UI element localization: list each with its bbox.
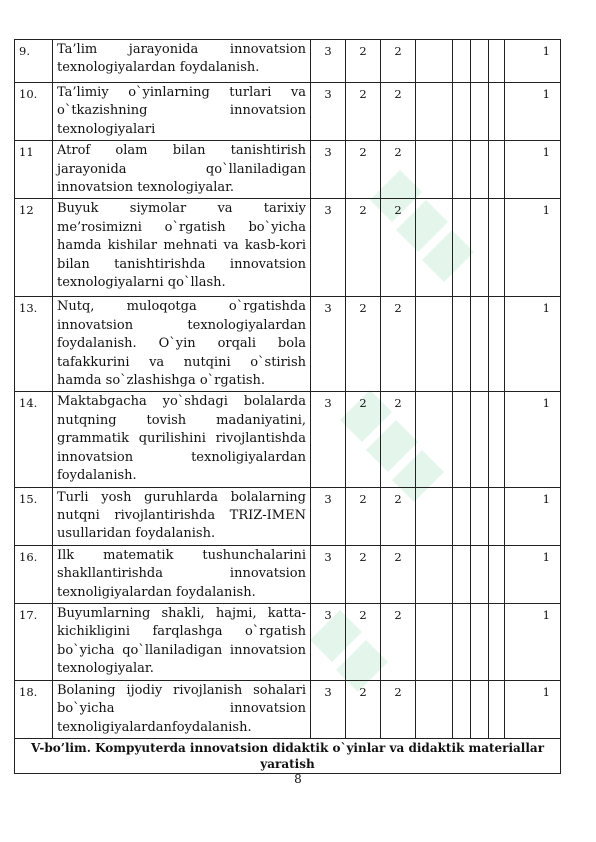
row-value-2: 2: [346, 83, 381, 141]
row-value-1: 3: [311, 392, 346, 487]
row-value-8: 1: [505, 83, 561, 141]
row-value-1: 3: [311, 141, 346, 199]
row-value-6: [471, 83, 489, 141]
row-value-8: 1: [505, 199, 561, 297]
row-value-8: 1: [505, 545, 561, 603]
row-value-5: [453, 603, 471, 680]
row-value-2: 2: [346, 603, 381, 680]
table-row: [15, 392, 561, 487]
row-value-3: 2: [381, 83, 416, 141]
row-number: 17.: [15, 603, 53, 680]
curriculum-table: [14, 39, 561, 774]
row-value-3: 2: [381, 487, 416, 545]
row-number: 15.: [15, 487, 53, 545]
row-value-3: 2: [381, 603, 416, 680]
row-value-2: 2: [346, 141, 381, 199]
row-topic: Bolaning ijodiy rivojlanish sohalari bo`yicha innovatsion texnoligiyalardanfoydalanish.: [53, 680, 311, 738]
row-value-5: [453, 40, 471, 83]
row-value-4: [416, 199, 453, 297]
table-row: [15, 603, 561, 680]
row-number: 9.: [15, 40, 53, 83]
row-topic: Ta’limiy o`yinlarning turlari va o`tkazishning innovatsion texnologiyalari: [53, 83, 311, 141]
row-value-6: [471, 487, 489, 545]
row-value-5: [453, 680, 471, 738]
row-value-3: 2: [381, 141, 416, 199]
row-value-4: [416, 545, 453, 603]
row-value-3: 2: [381, 297, 416, 392]
section-row: [15, 739, 561, 774]
table-row: [15, 297, 561, 392]
row-value-6: [471, 40, 489, 83]
row-value-4: [416, 392, 453, 487]
row-value-4: [416, 83, 453, 141]
table-row: [15, 141, 561, 199]
row-value-1: 3: [311, 199, 346, 297]
row-value-7: [489, 680, 505, 738]
row-value-3: 2: [381, 680, 416, 738]
row-value-6: [471, 392, 489, 487]
row-value-6: [471, 199, 489, 297]
row-value-8: 1: [505, 297, 561, 392]
table-row: [15, 40, 561, 83]
row-value-6: [471, 680, 489, 738]
row-value-7: [489, 199, 505, 297]
row-number: 13.: [15, 297, 53, 392]
row-value-5: [453, 487, 471, 545]
row-value-7: [489, 297, 505, 392]
row-value-7: [489, 603, 505, 680]
row-number: 16.: [15, 545, 53, 603]
row-value-7: [489, 40, 505, 83]
row-value-2: 2: [346, 199, 381, 297]
row-value-8: 1: [505, 141, 561, 199]
row-value-8: 1: [505, 392, 561, 487]
row-value-2: 2: [346, 487, 381, 545]
row-value-4: [416, 40, 453, 83]
table-row: [15, 199, 561, 297]
row-value-7: [489, 545, 505, 603]
row-number: 14.: [15, 392, 53, 487]
row-topic: Maktabgacha yo`shdagi bolalarda nutqning tovish madaniyatini, grammatik qurilishini rivojlantishda innovatsion texnoligiyalardan foydalanish.: [53, 392, 311, 487]
row-value-3: 2: [381, 392, 416, 487]
row-value-8: 1: [505, 40, 561, 83]
table-row: [15, 83, 561, 141]
row-value-4: [416, 603, 453, 680]
row-value-6: [471, 297, 489, 392]
row-value-5: [453, 545, 471, 603]
row-number: 12: [15, 199, 53, 297]
row-number: 10.: [15, 83, 53, 141]
table-row: [15, 545, 561, 603]
row-value-1: 3: [311, 297, 346, 392]
row-value-1: 3: [311, 603, 346, 680]
row-number: 18.: [15, 680, 53, 738]
row-value-2: 2: [346, 40, 381, 83]
row-value-3: 2: [381, 199, 416, 297]
row-value-8: 1: [505, 487, 561, 545]
row-value-7: [489, 141, 505, 199]
row-value-6: [471, 141, 489, 199]
row-value-1: 3: [311, 680, 346, 738]
row-value-6: [471, 603, 489, 680]
row-value-2: 2: [346, 680, 381, 738]
row-value-4: [416, 297, 453, 392]
row-number: 11: [15, 141, 53, 199]
table-row: [15, 487, 561, 545]
row-value-4: [416, 680, 453, 738]
row-value-2: 2: [346, 545, 381, 603]
row-topic: Ilk matematik tushunchalarini shakllantirishda innovatsion texnoligiyalardan foydalanish.: [53, 545, 311, 603]
table-row: [15, 680, 561, 738]
page-number: 8: [294, 772, 302, 786]
row-value-3: 2: [381, 545, 416, 603]
row-value-8: 1: [505, 603, 561, 680]
row-value-1: 3: [311, 83, 346, 141]
row-value-5: [453, 392, 471, 487]
row-value-1: 3: [311, 487, 346, 545]
row-value-5: [453, 83, 471, 141]
row-value-5: [453, 297, 471, 392]
row-value-5: [453, 141, 471, 199]
row-topic: Nutq, muloqotga o`rgatishda innovatsion texnologiyalardan foydalanish. O`yin orqali bola tafakkurini va nutqini o`stirish hamda so`zlashishga o`rgatish.: [53, 297, 311, 392]
row-topic: Atrof olam bilan tanishtirish jarayonida qo`llaniladigan innovatsion texnologiyalar.: [53, 141, 311, 199]
row-value-4: [416, 141, 453, 199]
row-topic: Turli yosh guruhlarda bolalarning nutqni rivojlantirishda TRIZ-IMEN usullaridan foydalanish.: [53, 487, 311, 545]
row-value-7: [489, 487, 505, 545]
row-value-7: [489, 83, 505, 141]
section-title: V-bo’lim. Kompyuterda innovatsion didaktik o`yinlar va didaktik materiallar yaratish: [15, 739, 561, 774]
row-topic: Buyumlarning shakli, hajmi, katta-kichikligini farqlashga o`rgatish bo`yicha qo`llaniladigan innovatsion texnologiyalar.: [53, 603, 311, 680]
row-value-2: 2: [346, 392, 381, 487]
row-value-5: [453, 199, 471, 297]
row-value-4: [416, 487, 453, 545]
row-value-6: [471, 545, 489, 603]
row-value-7: [489, 392, 505, 487]
row-value-8: 1: [505, 680, 561, 738]
row-topic: Ta’lim jarayonida innovatsion texnologiyalardan foydalanish.: [53, 40, 311, 83]
row-value-2: 2: [346, 297, 381, 392]
row-topic: Buyuk siymolar va tarixiy me’rosimizni o`rgatish bo`yicha hamda kishilar mehnati va kasb-kori bilan tanishtirishda innovatsion texnologiyalarni qo`llash.: [53, 199, 311, 297]
row-value-3: 2: [381, 40, 416, 83]
row-value-1: 3: [311, 545, 346, 603]
row-value-1: 3: [311, 40, 346, 83]
